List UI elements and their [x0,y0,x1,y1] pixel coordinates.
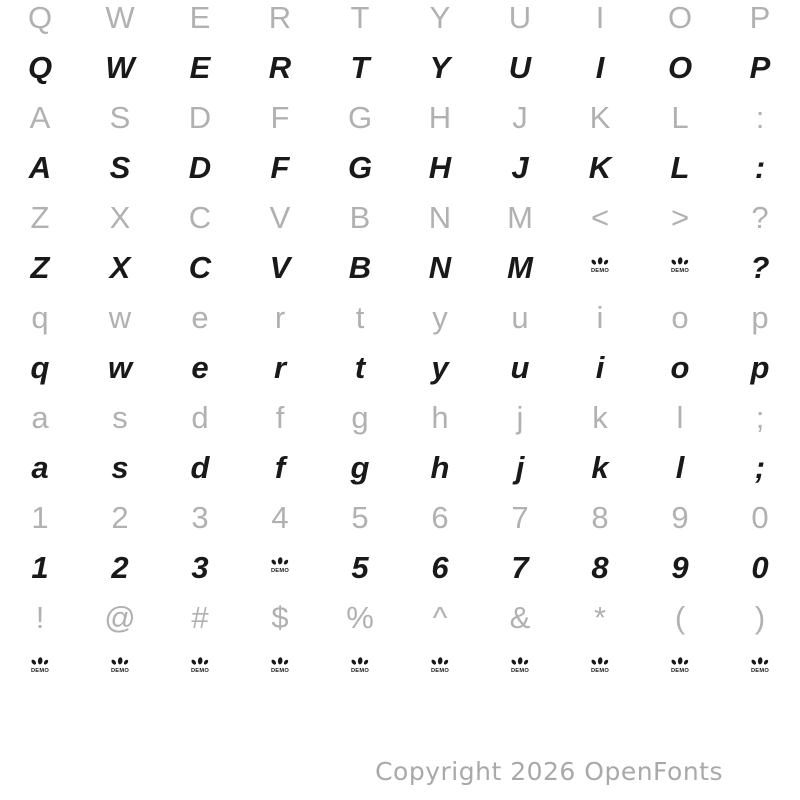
glyph-cell: Q [27,50,53,85]
glyph-cell: 0 [751,500,769,535]
glyph-cell: Z [30,200,50,235]
glyph-cell: K [588,150,612,185]
glyph-cell: u [510,350,530,385]
svg-text:DEMO: DEMO [590,668,610,675]
glyph-cell: N [428,200,452,235]
glyph-cell: y [432,300,448,335]
demo-glyph-icon [107,654,133,682]
glyph-cell: H [428,150,452,185]
glyph-cell: W [105,50,135,85]
glyph-cell: 3 [191,550,209,585]
glyph-cell: Z [30,250,50,285]
glyph-cell: 7 [511,550,529,585]
demo-glyph-icon [587,254,613,282]
glyph-cell: 5 [351,550,369,585]
glyph-cell: ; [754,450,766,485]
glyph-cell: M [507,200,533,235]
glyph-cell: C [188,200,212,235]
svg-text:DEMO: DEMO [430,668,450,675]
glyph-cell: h [431,400,449,435]
glyph-cell: j [515,450,525,485]
glyph-cell: h [430,450,450,485]
glyph-cell: f [274,450,286,485]
glyph-cell: : [755,100,765,135]
glyph-cell: q [30,350,50,385]
glyph-row [0,293,800,343]
glyph-cell: C [188,250,212,285]
glyph-cell: p [750,350,770,385]
glyph-row [0,43,800,93]
demo-glyph-icon [747,654,773,682]
svg-text:DEMO: DEMO [590,268,610,275]
glyph-cell: T [350,50,370,85]
glyph-cell: V [269,250,291,285]
glyph-cell: ! [35,600,45,635]
glyph-cell: Y [429,50,451,85]
glyph-cell: a [31,450,49,485]
glyph-cell: k [591,450,609,485]
glyph-cell: 7 [511,500,529,535]
glyph-cell: y [431,350,449,385]
glyph-cell: J [512,100,528,135]
demo-glyph-icon [187,654,213,682]
glyph-cell: ) [754,600,766,635]
glyph-cell: g [350,450,370,485]
glyph-cell: i [595,350,605,385]
glyph-cell: # [191,600,209,635]
glyph-cell: e [191,300,209,335]
glyph-cell: 9 [671,500,689,535]
glyph-cell: 8 [591,500,609,535]
svg-text:DEMO: DEMO [670,668,690,675]
glyph-cell: 1 [31,550,49,585]
glyph-cell: u [511,300,529,335]
glyph-cell: 6 [431,550,449,585]
glyph-cell: i [596,300,604,335]
demo-glyph-icon [667,654,693,682]
glyph-cell: o [670,350,690,385]
svg-text:DEMO: DEMO [30,668,50,675]
glyph-cell: w [108,300,132,335]
glyph-cell: Q [27,0,53,35]
glyph-cell: G [347,100,373,135]
svg-text:DEMO: DEMO [190,668,210,675]
glyph-row [0,93,800,143]
glyph-cell: r [274,300,286,335]
demo-glyph-icon [347,654,373,682]
glyph-row [0,243,800,293]
svg-text:DEMO: DEMO [670,268,690,275]
glyph-cell: g [351,400,369,435]
glyph-cell: k [592,400,608,435]
glyph-cell: % [346,600,374,635]
glyph-cell: G [347,150,373,185]
demo-glyph-icon [27,654,53,682]
glyph-cell: : [754,150,766,185]
glyph-cell: 1 [31,500,49,535]
glyph-cell: q [31,300,49,335]
demo-glyph-icon [267,554,293,582]
glyph-cell: P [749,50,771,85]
glyph-cell: U [508,0,532,35]
glyph-cell: A [28,150,52,185]
svg-text:DEMO: DEMO [270,668,290,675]
glyph-cell: V [269,200,291,235]
glyph-cell: D [188,100,212,135]
glyph-row [0,543,800,593]
glyph-cell: Y [429,0,451,35]
glyph-cell: @ [104,600,136,635]
glyph-row [0,143,800,193]
glyph-cell: < [590,200,610,235]
glyph-cell: A [29,100,51,135]
demo-glyph-icon [507,654,533,682]
copyright-text: Copyright 2026 OpenFonts [375,757,723,786]
glyph-cell: o [671,300,689,335]
glyph-cell: l [676,400,684,435]
glyph-row [0,343,800,393]
glyph-cell: 5 [351,500,369,535]
glyph-cell: ( [674,600,686,635]
glyph-cell: * [593,600,607,635]
glyph-cell: e [191,350,209,385]
glyph-cell: B [349,200,371,235]
demo-glyph-icon [267,654,293,682]
glyph-row [0,443,800,493]
glyph-cell: a [31,400,49,435]
glyph-cell: N [428,250,452,285]
glyph-cell: ? [750,250,770,285]
glyph-cell: ^ [432,600,448,635]
glyph-cell: F [270,100,290,135]
glyph-cell: ? [751,200,769,235]
glyph-cell: p [751,300,769,335]
glyph-cell: d [191,400,209,435]
glyph-cell: r [273,350,287,385]
glyph-cell: 0 [751,550,769,585]
glyph-cell: 9 [671,550,689,585]
glyph-row [0,193,800,243]
glyph-cell: s [112,400,128,435]
glyph-cell: S [109,150,131,185]
glyph-cell: w [107,350,133,385]
glyph-cell: T [350,0,370,35]
glyph-cell: s [111,450,129,485]
glyph-cell: t [355,300,365,335]
glyph-cell: 2 [111,500,129,535]
glyph-cell: O [667,50,693,85]
demo-glyph-icon [427,654,453,682]
glyph-cell: E [189,0,211,35]
glyph-cell: K [589,100,611,135]
glyph-cell: j [516,400,524,435]
glyph-cell: J [511,150,529,185]
glyph-cell: W [105,0,135,35]
glyph-cell: & [509,600,531,635]
glyph-cell: R [268,50,292,85]
glyph-cell: S [109,100,131,135]
glyph-cell: ; [755,400,765,435]
demo-glyph-icon [667,254,693,282]
glyph-cell: 8 [591,550,609,585]
glyph-cell: D [188,150,212,185]
glyph-cell: 2 [111,550,129,585]
svg-text:DEMO: DEMO [110,668,130,675]
svg-text:DEMO: DEMO [350,668,370,675]
glyph-cell: F [270,150,290,185]
glyph-cell: X [109,200,131,235]
glyph-cell: I [595,50,605,85]
glyph-row [0,593,800,643]
glyph-cell: f [275,400,285,435]
glyph-cell: 6 [431,500,449,535]
glyph-cell: L [671,100,689,135]
glyph-cell: X [109,250,131,285]
glyph-cell: M [507,250,533,285]
glyph-cell: l [675,450,685,485]
glyph-cell: O [667,0,693,35]
svg-text:DEMO: DEMO [270,568,290,575]
glyph-cell: R [268,0,292,35]
glyph-row [0,393,800,443]
svg-text:DEMO: DEMO [750,668,770,675]
glyph-cell: > [670,200,690,235]
glyph-cell: 4 [271,500,289,535]
demo-glyph-icon [587,654,613,682]
glyph-cell: E [189,50,211,85]
glyph-cell: I [595,0,605,35]
glyph-cell: P [749,0,771,35]
glyph-cell: t [354,350,366,385]
svg-text:DEMO: DEMO [510,668,530,675]
glyph-cell: d [190,450,210,485]
glyph-cell: B [348,250,372,285]
glyph-cell: L [670,150,690,185]
glyph-cell: H [428,100,452,135]
glyph-row [0,0,800,43]
glyph-row [0,643,800,693]
glyph-cell: U [508,50,532,85]
glyph-cell: $ [271,600,289,635]
glyph-cell: 3 [191,500,209,535]
glyph-row [0,493,800,543]
